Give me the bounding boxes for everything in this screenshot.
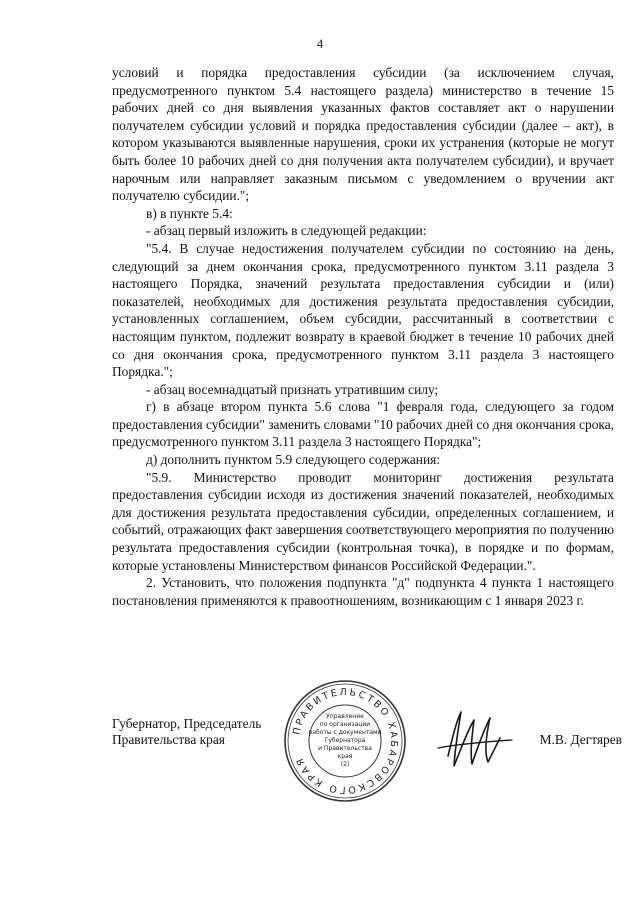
seal-line: по организации — [319, 721, 371, 728]
signatory-title-line2: Правительства края — [112, 732, 225, 747]
seal-line: и Правительства — [318, 745, 372, 752]
signatory-title-line1: Губернатор, Председатель — [112, 716, 262, 731]
paragraph-continuation: условий и порядка предоставления субсидии (за исключением случая, предусмотренного пунктом 5.4 настоящего раздела) министерство в течение 15 рабочих дней со дня выявления указанных фактов составляет акт о нарушении получателем субсидии условий и порядка предоставления субсидии (далее – акт), в котором указываются выявленные нарушения, сроки их устранения (которые не могут быть более 10 рабочих дней со дня получения акта получателем субсидии), и вручает нарочным или направляет заказным письмом с уведомлением о вручении акт получателю субсидии."; — [112, 65, 614, 204]
document-body — [112, 64, 614, 609]
seal-line: Управление — [326, 713, 364, 720]
seal-line: края — [337, 753, 353, 760]
paragraph-item-d: д) дополнить пунктом 5.9 следующего содержания: — [146, 452, 440, 468]
paragraph-5-4: "5.4. В случае недостижения получателем субсидии по состоянию на день, следующий за днем окончания срока, предусмотренного пунктом 3.11 раздела 3 настоящего Порядка, значений результата предоставления субсидии и (или) показателей, необходимых для достижения результата предоставления субсидии, установленных соглашением, объем субсидии, рассчитанный в соответствии с настоящим пунктом, подлежит возврату в краевой бюджет в течение 10 рабочих дней со дня окончания срока, предусмотренного пунктом 3.11 раздела 3 настоящего Порядка."; — [112, 240, 614, 380]
paragraph-5-9: "5.9. Министерство проводит мониторинг достижения результата предоставления субсидии исходя из достижения значений показателей, необходимых для достижения результата предоставления субсидии, определенных соглашением, и событий, отражающих факт завершения соответствующего мероприятия по получению результата предоставления субсидии (контрольная точка), в порядке и по формам, которые установлены Министерством финансов Российской Федерации.". — [112, 469, 614, 573]
seal-line: Губернатора — [324, 737, 366, 744]
seal-line: (2) — [340, 761, 350, 768]
paragraph-first-abzac: - абзац первый изложить в следующей редакции: — [146, 223, 427, 239]
official-seal — [282, 678, 408, 804]
signatory-name: М.В. Дегтярев — [539, 732, 622, 747]
handwritten-signature — [428, 700, 518, 780]
signatory-title — [112, 716, 261, 748]
paragraph-point-2: 2. Установить, что положения подпункта "д" подпункта 4 пункта 1 настоящего постановления применяются к правоотношениям, возникающим с 1 января 2023 г. — [112, 575, 614, 608]
seal-line: работы с документами — [308, 729, 382, 736]
paragraph-abzac-18: - абзац восемнадцатый признать утратившим силу; — [146, 381, 439, 397]
paragraph-item-v: в) в пункте 5.4: — [146, 205, 233, 221]
page-number: 4 — [316, 36, 324, 51]
paragraph-item-g: г) в абзаце втором пункта 5.6 слова "1 февраля года, следующего за годом предоставления субсидии" заменить словами "10 рабочих дней со дня окончания срока, предусмотренного пунктом 3.11 раздела 3 настоящего Порядка"; — [112, 399, 614, 450]
seal-ring-text: ПРАВИТЕЛЬСТВО ХАБАРОВСКОГО КРАЯ — [291, 686, 400, 796]
